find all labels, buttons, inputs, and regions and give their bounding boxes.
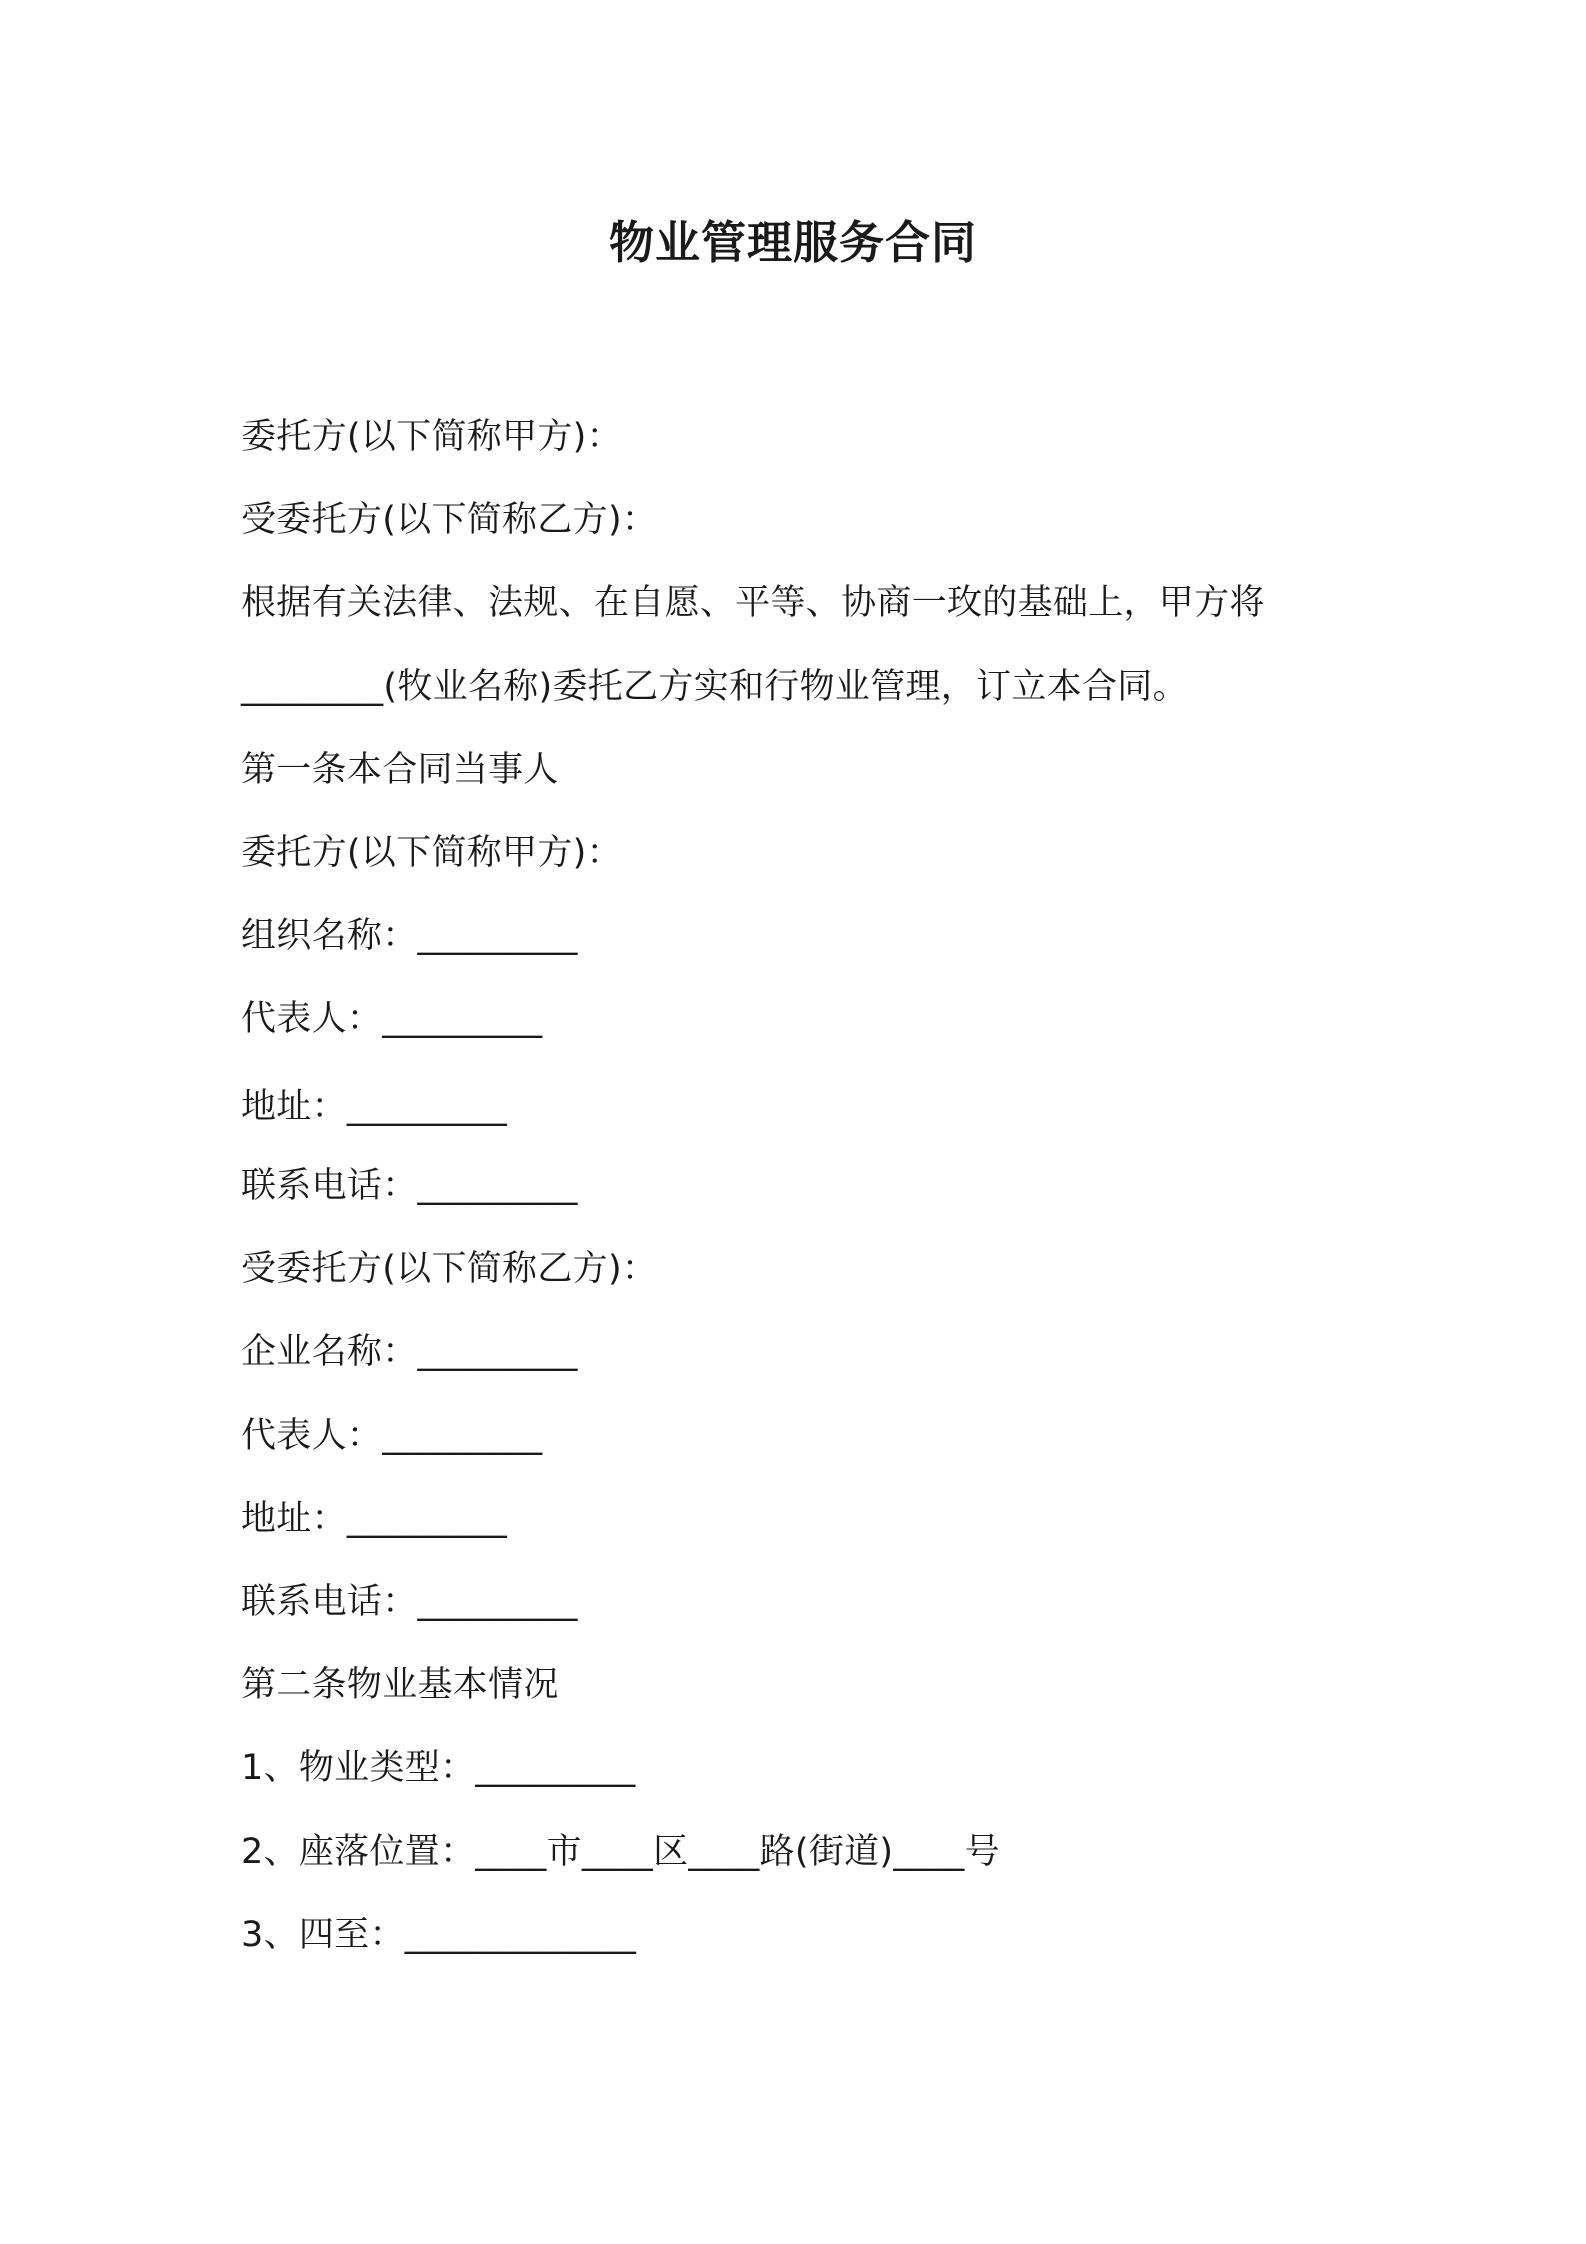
party-b-representative: 代表人：_________ — [241, 1416, 543, 1456]
party-a-phone: 联系电话：_________ — [241, 1166, 578, 1206]
preamble-line-1: 根据有关法律、法规、在自愿、平等、协商一玫的基础上，甲方将 — [241, 583, 1265, 623]
property-type: 1、物业类型：_________ — [241, 1748, 636, 1788]
party-a-heading: 委托方(以下简称甲方)： — [241, 833, 622, 873]
party-b-phone: 联系电话：_________ — [241, 1582, 578, 1622]
party-b-address: 地址：_________ — [241, 1499, 508, 1539]
preamble-line-2: ________(牧业名称)委托乙方实和行物业管理，订立本合同。 — [241, 667, 1188, 707]
article-1-heading: 第一条本合同当事人 — [241, 750, 559, 790]
party-b-company-name: 企业名称：_________ — [241, 1332, 578, 1372]
party-b-heading: 受委托方(以下简称乙方)： — [241, 1249, 658, 1289]
party-a-organization-name: 组织名称：_________ — [241, 916, 578, 956]
party-a-representative: 代表人：_________ — [241, 999, 543, 1039]
party-a-address: 地址：_________ — [241, 1087, 508, 1127]
client-party-heading: 委托方(以下简称甲方)： — [241, 417, 622, 457]
document-title: 物业管理服务合同 — [608, 216, 977, 269]
contractor-party-heading: 受委托方(以下简称乙方)： — [241, 500, 658, 540]
property-location: 2、座落位置：____市____区____路(街道)____号 — [241, 1832, 1000, 1872]
property-boundaries: 3、四至：_____________ — [241, 1915, 637, 1955]
article-2-heading: 第二条物业基本情况 — [241, 1665, 559, 1705]
